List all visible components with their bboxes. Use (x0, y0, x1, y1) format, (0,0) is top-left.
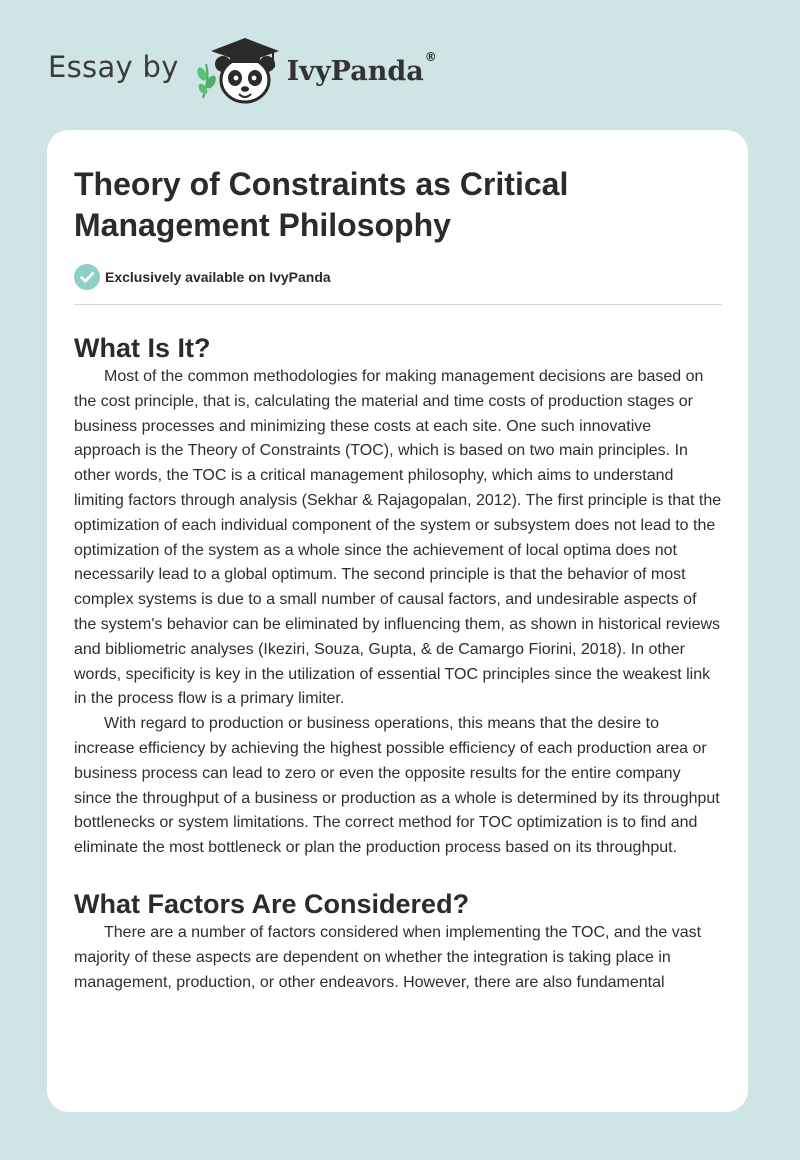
section-heading-factors-considered: What Factors Are Considered? (74, 888, 470, 919)
paragraph: Most of the common methodologies for making management decisions are based on the cost principle, that is, calculating the material and time costs of production stages or business processes and minimizing these costs at each site. One such innovative approach is the Theory of Constraints (TOC), which is based on two main principles. In other words, the TOC is a critical management philosophy, which aims to understand limiting factors through analysis (Sekhar & Rajagopalan, 2012). The first principle is that the optimization of each individual component of the system or subsystem does not lead to the optimization of the system as a whole since the achievement of local optima does not necessarily lead to a global optimum. The second principle is that the behavior of most complex systems is due to a small number of causal factors, and undesirable aspects of the system's behavior can be eliminated by influencing them, as shown in historical reviews and bibliometric analyses (Ikeziri, Souza, Gupta, & de Camargo Fiorini, 2018). In other words, specificity is key in the utilization of essential TOC principles since the weakest link in the process flow is a primary limiter. (74, 368, 722, 708)
brand-name: IvyPanda® (286, 49, 437, 87)
section-heading-what-is-it: What Is It? (74, 333, 211, 363)
registered-mark: ® (424, 49, 437, 64)
brand-prefix: Essay by (48, 50, 179, 84)
panda-logo-icon (193, 34, 285, 106)
paragraph: There are a number of factors considered when implementing the TOC, and the vast majority of these aspects are dependent on whether the integration is taking place in management, production, or other endeavors. However, there are also fundamental (74, 923, 702, 991)
exclusive-badge (74, 264, 722, 290)
page-title: Theory of Constraints as Critical Management Philosophy (74, 166, 569, 243)
paragraph: With regard to production or business operations, this means that the desire to increase efficiency by achieving the highest possible efficiency of each production area or business process can lead to zero or even the opposite results for the entire company since the throughput of a business or production as a whole is determined by its throughput bottlenecks or system limitations. The correct method for TOC optimization is to find and eliminate the most bottleneck or plan the production process based on its throughput. (74, 715, 720, 857)
exclusive-badge-label: Exclusively available on IvyPanda (105, 269, 331, 285)
site-brand[interactable] (48, 34, 437, 106)
essay-card (47, 130, 748, 1112)
check-circle-icon (74, 264, 100, 290)
title-divider (74, 304, 722, 305)
